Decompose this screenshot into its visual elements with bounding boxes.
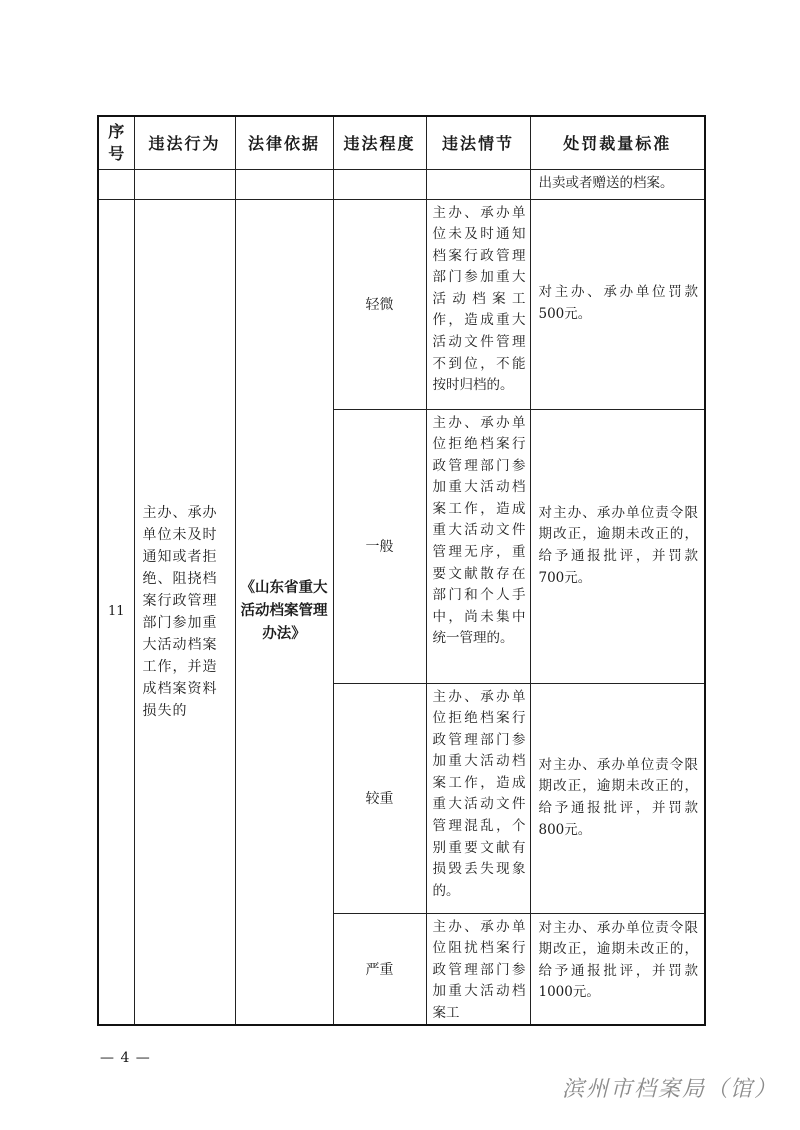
level-cell: 轻微 [333, 199, 426, 409]
header-standard: 处罚裁量标准 [530, 116, 705, 169]
level-cell: 一般 [333, 409, 426, 683]
plot-cell: 主办、承办单位拒绝档案行政管理部门参加重大活动档案工作，造成重大活动文件管理混乱，个别重要文献有损毁丢失现象的。 [426, 683, 530, 913]
continuation-level-cell [333, 169, 426, 199]
continuation-plot-cell [426, 169, 530, 199]
item-law-cell: 《山东省重大活动档案管理办法》 [235, 199, 333, 1025]
plot-cell: 主办、承办单位拒绝档案行政管理部门参加重大活动档案工作，造成重大活动文件管理无序，重要文献散存在部门和个人手中，尚未集中统一管理的。 [426, 409, 530, 683]
page-number: — 4 — [100, 1050, 151, 1066]
header-seq-label: 序号 [108, 121, 127, 163]
level-cell: 严重 [333, 913, 426, 1025]
level-cell: 较重 [333, 683, 426, 913]
item-seq-cell: 11 [98, 199, 134, 1025]
continuation-standard-cell: 出卖或者赠送的档案。 [530, 169, 705, 199]
watermark: 滨州市档案局（馆） [561, 1077, 778, 1102]
continuation-law-cell [235, 169, 333, 199]
header-level: 违法程度 [333, 116, 426, 169]
header-seq [98, 116, 134, 169]
header-plot: 违法情节 [426, 116, 530, 169]
plot-cell: 主办、承办单位阻扰档案行政管理部门参加重大活动档案工 [426, 913, 530, 1025]
header-act: 违法行为 [134, 116, 235, 169]
standard-cell: 对主办、承办单位责令限期改正，逾期未改正的，给予通报批评，并罚款700元。 [530, 409, 705, 683]
continuation-seq-cell [98, 169, 134, 199]
standard-cell: 对主办、承办单位责令限期改正，逾期未改正的，给予通报批评，并罚款1000元。 [530, 913, 705, 1025]
plot-cell: 主办、承办单位未及时通知档案行政管理部门参加重大活动档案工作，造成重大活动文件管理不到位，不能按时归档的。 [426, 199, 530, 409]
table-row [98, 199, 705, 409]
continuation-row [98, 169, 705, 199]
penalty-standard-table [97, 115, 706, 1026]
table-header-row [98, 116, 705, 169]
header-law: 法律依据 [235, 116, 333, 169]
continuation-act-cell [134, 169, 235, 199]
standard-cell: 对主办、承办单位责令限期改正，逾期未改正的，给予通报批评，并罚款800元。 [530, 683, 705, 913]
item-act-cell: 主办、承办单位未及时通知或者拒绝、阻挠档案行政管理部门参加重大活动档案工作，并造成档案资料损失的 [134, 199, 235, 1025]
standard-cell: 对主办、承办单位罚款500元。 [530, 199, 705, 409]
